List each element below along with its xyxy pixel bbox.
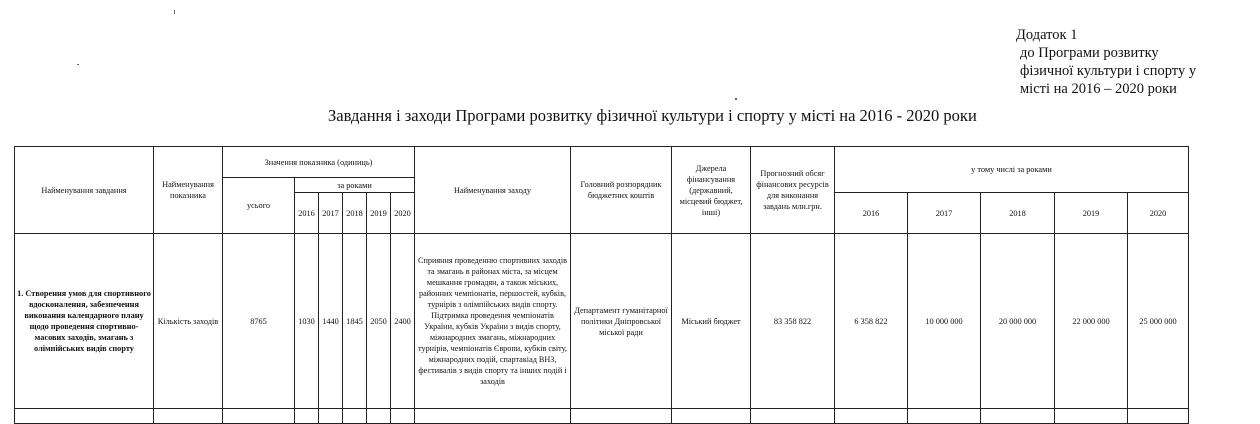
scan-mark [174,10,175,14]
empty-cell [319,409,343,424]
header-task-name: Найменування завдання [15,147,154,234]
empty-cell [15,409,154,424]
empty-cell [223,409,295,424]
annex-line-1: Додаток 1 [1016,27,1078,43]
total-cell: 8765 [223,234,295,409]
year-value-cell: 1440 [319,234,343,409]
source-cell: Міський бюджет [672,234,751,409]
year-value-cell: 2400 [391,234,415,409]
empty-cell [672,409,751,424]
document-title: Завдання і заходи Програми розвитку фізичної культури і спорту у місті на 2016 - 2020 роки [328,106,977,125]
empty-cell [367,409,391,424]
empty-cell [835,409,908,424]
empty-cell [343,409,367,424]
table-row [15,234,1189,409]
task-cell: 1. Створення умов для спортивного вдосконалення, забезпечення виконання календарного плану щодо проведення спортивно-масових заходів, змагань з олімпійських видів спорту [15,234,154,409]
header-year: 2017 [319,193,343,234]
header-total: усього [223,178,295,234]
header-by-years: за роками [295,178,415,193]
header-incl-years: у тому числі за роками [835,147,1189,193]
annex-line-3: фізичної культури і спорту у [1020,63,1197,79]
header-year: 2019 [367,193,391,234]
empty-cell [391,409,415,424]
empty-cell [571,409,672,424]
scan-mark [735,98,737,100]
header-manager: Головний розпорядник бюджетних коштів [571,147,672,234]
forecast-cell: 83 358 822 [751,234,835,409]
fin-year-cell: 25 000 000 [1128,234,1189,409]
header-year: 2016 [295,193,319,234]
header-fin-year: 2016 [835,193,908,234]
empty-cell [1055,409,1128,424]
manager-cell: Департамент гуманітарної політики Дніпровської міської ради [571,234,672,409]
empty-cell [415,409,571,424]
year-value-cell: 1030 [295,234,319,409]
fin-year-cell: 10 000 000 [908,234,981,409]
indicator-cell: Кількість заходів [154,234,223,409]
header-fin-year: 2019 [1055,193,1128,234]
fin-year-cell: 20 000 000 [981,234,1055,409]
annex-note [1016,26,1196,98]
header-forecast: Прогнозний обсяг фінансових ресурсів для виконання завдань млн.грн. [751,147,835,234]
empty-cell [295,409,319,424]
header-indicator-value: Значення показника (одиниць) [223,147,415,178]
annex-line-4: місті на 2016 – 2020 роки [1020,81,1177,97]
empty-cell [981,409,1055,424]
measure-cell: Сприяння проведенню спортивних заходів та змагань в районах міста, за місцем мешкання громадян, а також міських, районних чемпіонатів, першостей, кубків, турнірів з олімпійських видів спорту. Підтримка проведення чемпіонатів України, кубків України з видів спорту, міжнародних змагань, міжнародних турнірів, чемпіонатів Європи, кубків світу, міжнародних подій, спартакіад ВНЗ, фестивалів з видів спорту та інших подій і заходів [415,234,571,409]
header-year: 2020 [391,193,415,234]
program-table [14,146,1189,424]
table-row-next [15,409,1189,424]
empty-cell [1128,409,1189,424]
header-fin-year: 2020 [1128,193,1189,234]
header-sources: Джерела фінансування (державний, місцевий бюджет, інші) [672,147,751,234]
empty-cell [154,409,223,424]
header-fin-year: 2017 [908,193,981,234]
header-year: 2018 [343,193,367,234]
scan-mark [77,64,79,65]
fin-year-cell: 6 358 822 [835,234,908,409]
header-indicator-name: Найменування показника [154,147,223,234]
empty-cell [751,409,835,424]
fin-year-cell: 22 000 000 [1055,234,1128,409]
empty-cell [908,409,981,424]
header-fin-year: 2018 [981,193,1055,234]
annex-line-2: до Програми розвитку [1020,45,1159,61]
year-value-cell: 1845 [343,234,367,409]
year-value-cell: 2050 [367,234,391,409]
header-measure-name: Найменування заходу [415,147,571,234]
